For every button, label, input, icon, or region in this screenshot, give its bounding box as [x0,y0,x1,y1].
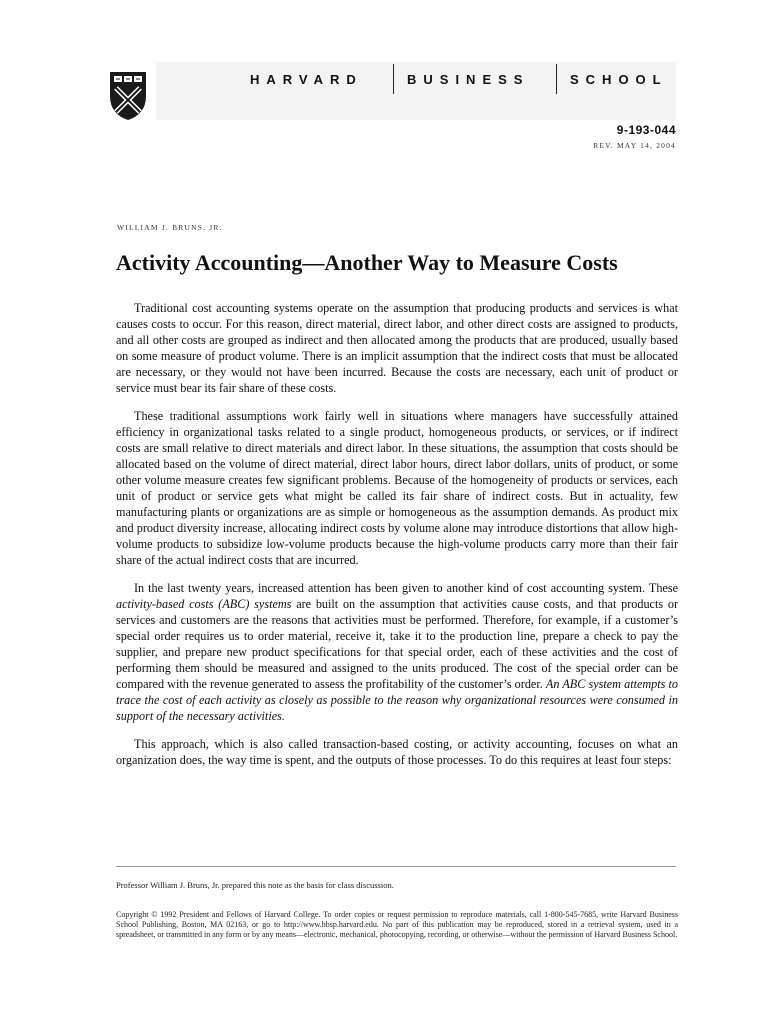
document-title: Activity Accounting—Another Way to Measure Costs [116,250,618,275]
harvard-shield-logo [108,70,148,122]
footnote: Professor William J. Bruns, Jr. prepared this note as the basis for class discussion. [116,880,394,890]
paragraph: These traditional assumptions work fairly well in situations where managers have successfully attained efficiency in organizational tasks related to a single product, homogeneous products, or services, or if indirect costs are small relative to direct materials and direct labor. In these situations, the assumption that costs should be allocated based on the volume of direct material, direct labor hours, direct labor dollars, units of product, or some other volume measure creates few significant problems. Because of the homogeneity of products or services, each unit of product or service gets what might be called its fair share of indirect costs. But in actuality, few manufacturing plants or organizations are as simple or homogeneous as the assumption demands. As product mix and product diversity increase, allocating indirect costs by volume alone may introduce distortions that allow high- volume products to subsidize low-volume products because the high-volume products carry more than their fair share of the actual indirect costs that are incurred. [116,409,678,567]
paragraph: This approach, which is also called transaction-based costing, or activity accounting, focuses on what an organization does, the way time is spent, and the outputs of those processes. To do this requires at least four steps: [116,737,678,767]
copyright-notice: Copyright © 1992 President and Fellows of Harvard College. To order copies or request permission to reproduce materials, call 1-800-545-7685, write Harvard Business School Publishing, Boston, MA 02163, or go to http://www.hbsp.harvard.edu. No part of this publication may be reproduced, stored in a retrieval system, used in a spreadsheet, or transmitted in any form or by any means—electronic, mechanical, photocopying, recording, or otherwise—without the permission of Harvard Business School. [116,910,678,939]
case-number: 9-193-044 [616,123,676,137]
author-name: WILLIAM J. BRUNS, JR. [117,223,223,232]
revision-date: REV. MAY 14, 2004 [593,141,676,150]
header-divider [393,64,394,94]
header-band [156,62,676,120]
footnote-divider [116,866,676,867]
header-word-business: BUSINESS [407,72,530,87]
header-word-harvard: HARVARD [250,72,363,87]
italic-term: activity-based costs (ABC) systems [116,597,292,611]
header-word-school: SCHOOL [570,72,668,87]
paragraph-text: are built on the assumption that activities cause costs, and that products or services and customers are the reasons that activities must be performed. Therefore, for example, if a customer’s special order requires us to order material, receive it, take it to the production line, prepare a check to pay the supplier, and prepare new product specifications for that special order, each of these activities and the cost of performing them should be measured and assigned to the units produced. The cost of the special order can be compared with the revenue generated to assess the profitability of the customer’s order. [116,597,679,691]
italic-sentence: An ABC system attempts to trace the cost of each activity as closely as possible to the reason why organizational resources were consumed in support of the necessary activities. [116,677,679,723]
paragraph-text: In the last twenty years, increased attention has been given to another kind of cost accounting system. These [134,581,678,595]
body-text [116,300,678,780]
paragraph: Traditional cost accounting systems operate on the assumption that producing products and services is what causes costs to occur. For this reason, direct material, direct labor, and other direct costs are assigned to products, and all other costs are grouped as indirect and then allocated among the products that are produced, usually based on some measure of product volume. There is an implicit assumption that the indirect costs that must be allocated are necessary, or they would not have been incurred. Because the costs are necessary, each unit of product or service must bear its fair share of these costs. [116,301,678,395]
header-divider [556,64,557,94]
paragraph [116,580,678,724]
